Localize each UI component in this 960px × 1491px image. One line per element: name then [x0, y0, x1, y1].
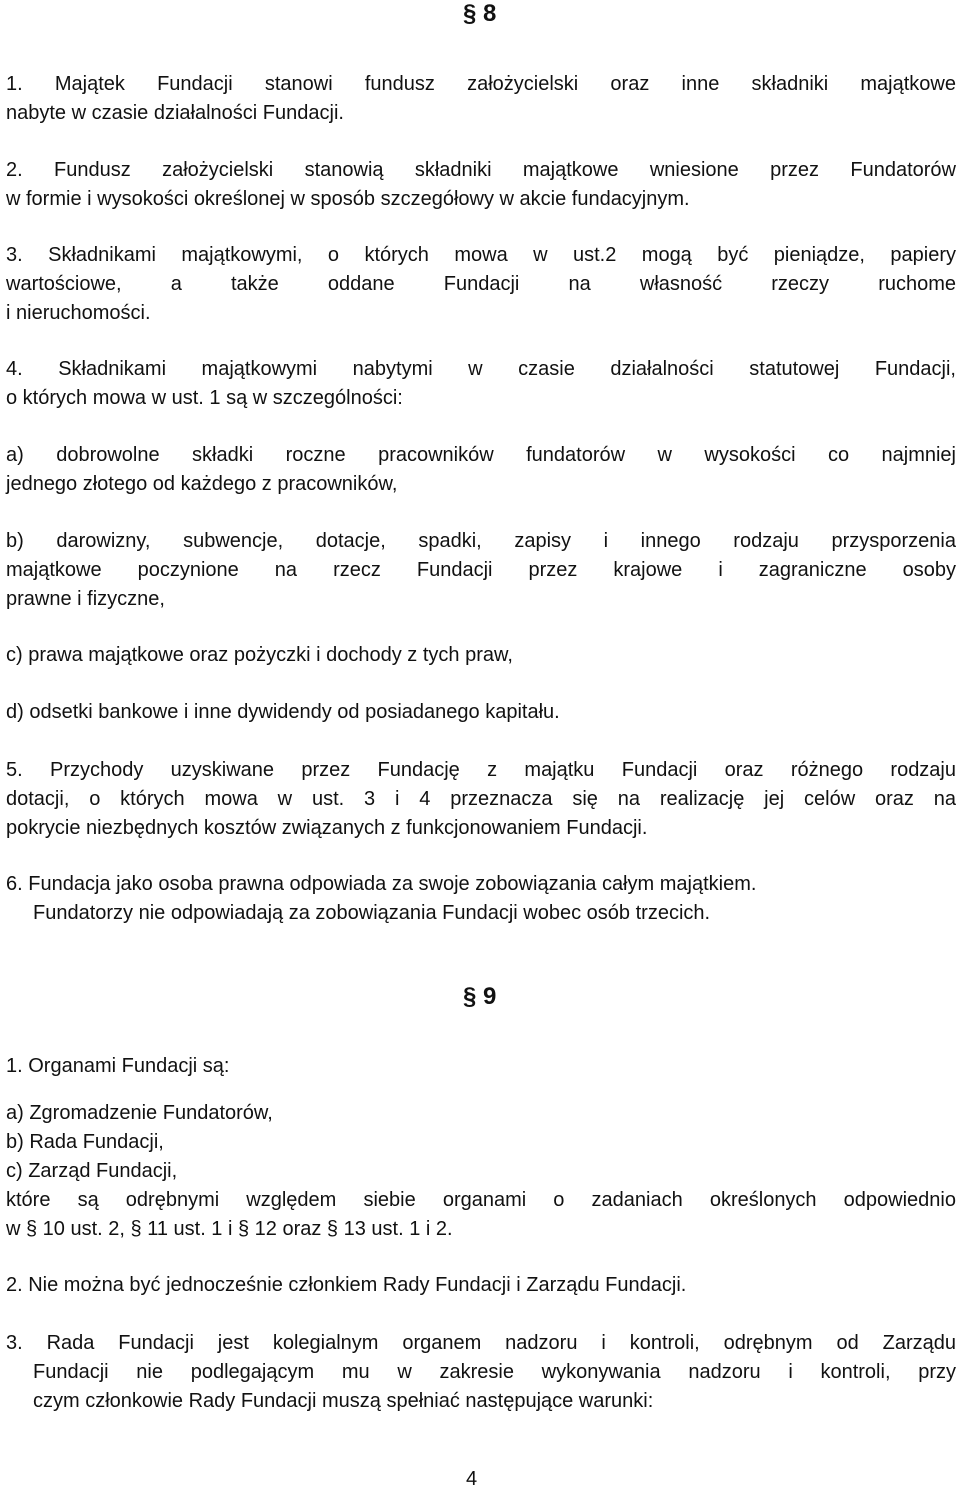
section-8-heading: § 8 [463, 0, 497, 27]
s8-p1-line-2: nabyte w czasie działalności Fundacji. [6, 102, 344, 124]
s8-p6-line-1: 6. Fundacja jako osoba prawna odpowiada za swoje zobowiązania całym majątkiem. [6, 873, 757, 895]
s9-p3-line-3: czym członkowie Rady Fundacji muszą spełniać następujące warunki: [33, 1390, 654, 1412]
s8-item-c [6, 641, 956, 670]
s9-paragraph-2 [6, 1271, 956, 1300]
page-number: 4 [466, 1468, 478, 1490]
s8-paragraph-3 [6, 241, 956, 328]
s9-organ-b: b) Rada Fundacji, [6, 1131, 164, 1153]
s8-c-line-1: c) prawa majątkowe oraz pożyczki i dochody z tych praw, [6, 644, 513, 666]
s8-b-line-1: b) darowizny, subwencje, dotacje, spadki, zapisy i innego rodzaju przysporzenia [6, 530, 956, 552]
s8-a-line-2: jednego złotego od każdego z pracowników, [6, 473, 398, 495]
section-9-heading: § 9 [463, 983, 497, 1010]
s9-organ-c: c) Zarząd Fundacji, [6, 1160, 178, 1182]
s8-p5-line-2: dotacji, o których mowa w ust. 3 i 4 przeznacza się na realizację jej celów oraz na [6, 788, 956, 810]
s8-b-line-2: majątkowe poczynione na rzecz Fundacji przez krajowe i zagraniczne osoby [6, 559, 956, 581]
s8-p4-line-1: 4. Składnikami majątkowymi nabytymi w czasie działalności statutowej Fundacji, [6, 358, 956, 380]
s9-p1-line-1: 1. Organami Fundacji są: [6, 1055, 230, 1077]
s8-item-a [6, 441, 956, 499]
s9-organs-line-4: które są odrębnymi względem siebie organami o zadaniach określonych odpowiednio [6, 1189, 956, 1211]
s9-organs-line-5: w § 10 ust. 2, § 11 ust. 1 i § 12 oraz § 13 ust. 1 i 2. [6, 1218, 453, 1240]
s8-p5-line-3: pokrycie niezbędnych kosztów związanych z funkcjonowaniem Fundacji. [6, 817, 648, 839]
s8-p6-line-2: Fundatorzy nie odpowiadają za zobowiązania Fundacji wobec osób trzecich. [33, 902, 711, 924]
s9-paragraph-1 [6, 1052, 956, 1081]
s8-p3-line-1: 3. Składnikami majątkowymi, o których mowa w ust.2 mogą być pieniądze, papiery [6, 244, 956, 266]
s8-paragraph-4 [6, 355, 956, 413]
s8-p2-line-2: w formie i wysokości określonej w sposób szczegółowy w akcie fundacyjnym. [6, 188, 690, 210]
s8-p5-line-1: 5. Przychody uzyskiwane przez Fundację z majątku Fundacji oraz różnego rodzaju [6, 759, 956, 781]
s9-organs-list [6, 1099, 956, 1244]
s9-p3-line-1: 3. Rada Fundacji jest kolegialnym organem nadzoru i kontroli, odrębnym od Zarządu [6, 1332, 956, 1354]
s8-p3-line-2: wartościowe, a także oddane Fundacji na własność rzeczy ruchome [6, 273, 956, 295]
s8-item-d [6, 698, 956, 727]
s8-a-line-1: a) dobrowolne składki roczne pracowników fundatorów w wysokości co najmniej [6, 444, 956, 466]
s8-p2-line-1: 2. Fundusz założycielski stanowią składniki majątkowe wniesione przez Fundatorów [6, 159, 956, 181]
s8-p4-line-2: o których mowa w ust. 1 są w szczególności: [6, 387, 403, 409]
s9-p2-line-1: 2. Nie można być jednocześnie członkiem Rady Fundacji i Zarządu Fundacji. [6, 1274, 687, 1296]
s8-d-line-1: d) odsetki bankowe i inne dywidendy od posiadanego kapitału. [6, 701, 560, 723]
s8-b-line-3: prawne i fizyczne, [6, 588, 165, 610]
s8-paragraph-6 [6, 870, 956, 928]
s8-p1-line-1: 1. Majątek Fundacji stanowi fundusz założycielski oraz inne składniki majątkowe [6, 73, 956, 95]
s8-p3-line-3: i nieruchomości. [6, 302, 151, 324]
s8-paragraph-1 [6, 70, 956, 128]
s8-item-b [6, 527, 956, 614]
s9-p3-line-2: Fundacji nie podlegającym mu w zakresie wykonywania nadzoru i kontroli, przy [33, 1361, 956, 1383]
s9-paragraph-3 [6, 1329, 956, 1416]
s9-organ-a: a) Zgromadzenie Fundatorów, [6, 1102, 273, 1124]
s8-paragraph-2 [6, 156, 956, 214]
s8-paragraph-5 [6, 756, 956, 843]
